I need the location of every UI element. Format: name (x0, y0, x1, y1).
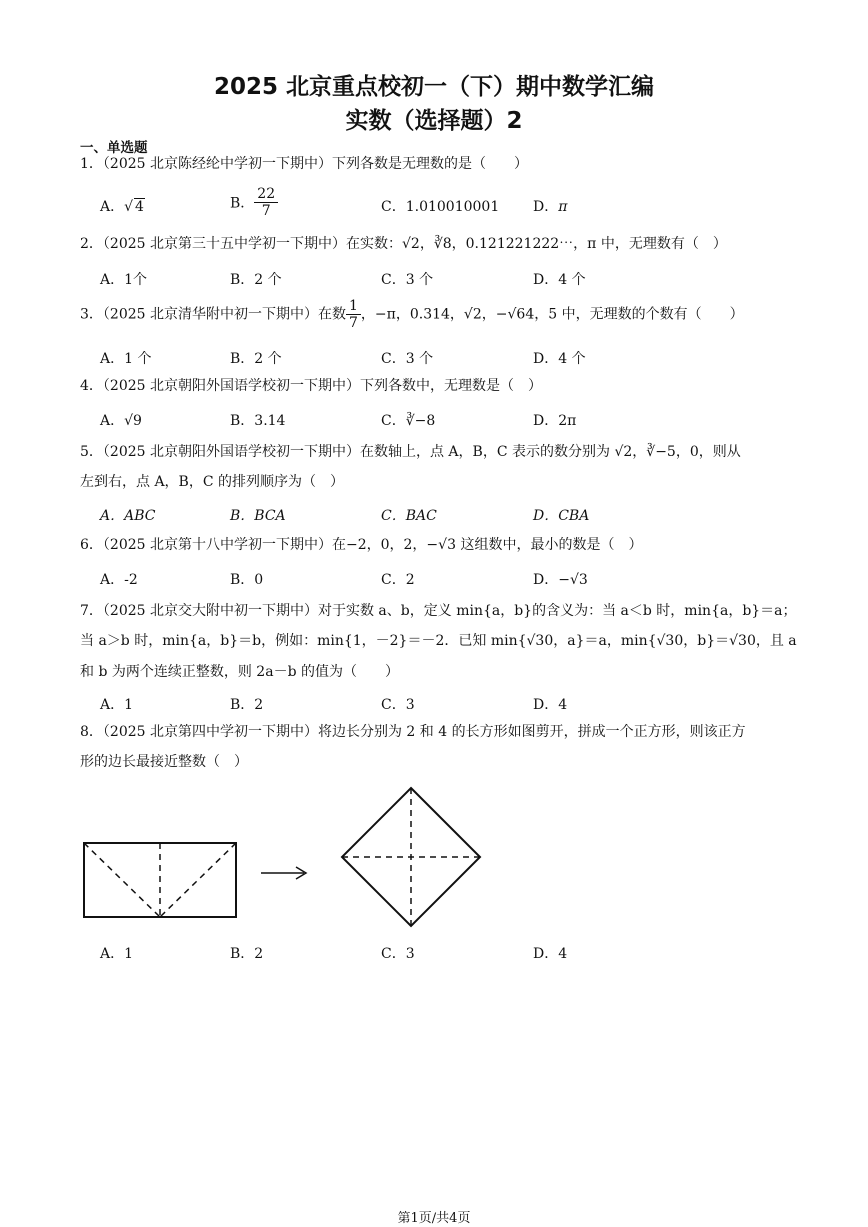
question-3-option-b: B．2 个 (230, 351, 282, 367)
question-6-option-a: A．-2 (100, 572, 138, 588)
question-2-text: 2．（2025 北京第三十五中学初一下期中）在实数：√2，∛8，0.121221222⋯，π 中，无理数有（ ） (80, 236, 727, 252)
question-1-option-d: D．π (533, 199, 568, 215)
section-label: 一、单选题 (80, 140, 148, 156)
question-4-option-a: A．√9 (100, 413, 142, 429)
question-6-option-d: D．−√3 (533, 572, 588, 588)
page-subtitle: 实数（选择题）2 (345, 108, 523, 134)
question-1-option-a: A．√ 4 (100, 199, 144, 215)
question-7-option-d: D．4 (533, 697, 568, 713)
question-7-text-line1: 7．（2025 北京交大附中初一下期中）对于实数 a、b，定义 min{a，b}的含义为：当 a＜b 时，min{a，b}＝a； (80, 603, 797, 619)
rectangle-figure (84, 843, 236, 917)
question-2-option-b: B．2 个 (230, 272, 282, 288)
question-6-text: 6．（2025 北京第十八中学初一下期中）在−2，0，2，−√3 这组数中，最小的数是（ ） (80, 537, 643, 553)
arrow-icon (261, 867, 306, 879)
question-5-option-c: C．BAC (381, 508, 437, 524)
question-4-option-c: C．∛−8 (381, 413, 436, 429)
question-8-option-d: D．4 (533, 946, 568, 962)
question-1-option-b: B． $\frac{22}{7}$ (230, 186, 278, 219)
page-title: 2025 北京重点校初一（下）期中数学汇编 (213, 74, 655, 100)
question-2-option-c: C．3 个 (381, 272, 434, 288)
page-footer: 第1页/共4页 (397, 1211, 471, 1226)
question-8-option-b: B．2 (230, 946, 264, 962)
question-5-option-d: D．CBA (533, 508, 590, 524)
question-6-option-c: C．2 (381, 572, 415, 588)
question-3-option-c: C．3 个 (381, 351, 434, 367)
question-5-text-line1: 5．（2025 北京朝阳外国语学校初一下期中）在数轴上，点 A，B，C 表示的数分别为 √2，∛−5，0，则从 (80, 444, 741, 460)
question-5-text-line2: 左到右，点 A，B，C 的排列顺序为（ ） (80, 474, 345, 490)
question-7-text-line3: 和 b 为两个连续正整数，则 2a－b 的值为（ ） (80, 664, 399, 680)
question-3-text: 3．（2025 北京清华附中初一下期中）在数 $\frac{1}{7}$ ，−π，0.314，√2，−√64，5 中，无理数的个数有（ ） (80, 298, 744, 331)
question-2-option-d: D．4 个 (533, 272, 586, 288)
question-7-text-line2: 当 a＞b 时，min{a，b}＝b，例如：min{1，－2}＝－2．已知 min{√30，a}＝a，min{√30，b}＝√30，且 a (80, 633, 797, 649)
question-6-option-b: B．0 (230, 572, 264, 588)
question-5-option-b: B．BCA (230, 508, 286, 524)
rectangle-dashed-left-diagonal (84, 843, 160, 917)
question-8-option-c: C．3 (381, 946, 415, 962)
question-8-text-line2: 形的边长最接近整数（ ） (80, 754, 248, 770)
square-figure (342, 788, 480, 926)
question-8-figure (70, 780, 500, 935)
question-2-option-a: A．1个 (100, 272, 148, 288)
question-8-option-a: A．1 (100, 946, 134, 962)
question-4-option-b: B．3.14 (230, 413, 286, 429)
question-8-text-line1: 8．（2025 北京第四中学初一下期中）将边长分别为 2 和 4 的长方形如图剪开，拼成一个正方形，则该正方 (80, 724, 746, 740)
question-7-option-a: A．1 (100, 697, 134, 713)
question-5-option-a: A．ABC (100, 508, 156, 524)
question-4-option-d: D．2π (533, 413, 577, 429)
question-1-text: 1．（2025 北京陈经纶中学初一下期中）下列各数是无理数的是（ ） (80, 156, 528, 172)
question-7-option-c: C．3 (381, 697, 415, 713)
question-3-option-a: A．1 个 (100, 351, 152, 367)
question-3-option-d: D．4 个 (533, 351, 586, 367)
question-4-text: 4．（2025 北京朝阳外国语学校初一下期中）下列各数中，无理数是（ ） (80, 378, 542, 394)
question-1-option-c: C．1.010010001 (381, 199, 500, 215)
rectangle-dashed-right-diagonal (160, 843, 236, 917)
question-7-option-b: B．2 (230, 697, 264, 713)
